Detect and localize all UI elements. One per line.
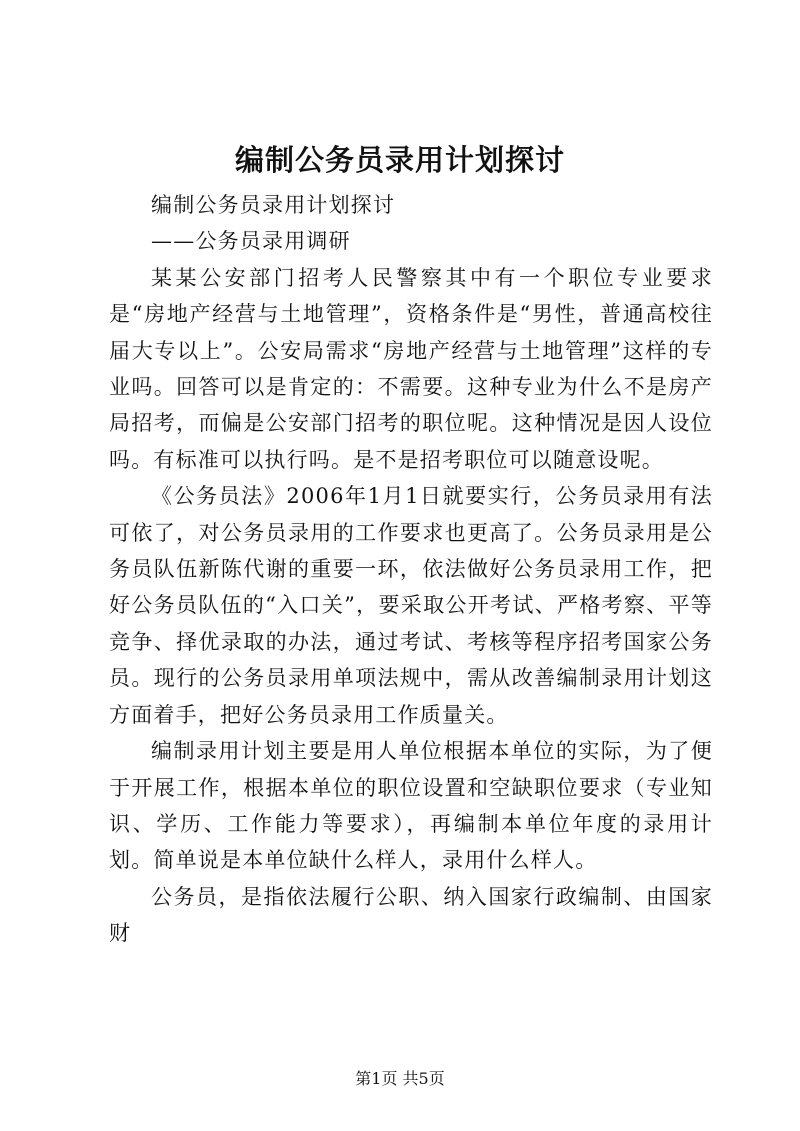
document-body: [109, 187, 713, 952]
body-paragraph: 《公务员法》2006年1月1日就要实行，公务员录用有法可依了，对公务员录用的工作要求也更高了。公务员录用是公务员队伍新陈代谢的重要一环，依法做好公务员录用工作，把好公务员队伍的“入口关”，要采取公开考试、严格考察、平等竞争、择优录取的办法，通过考试、考核等程序招考国家公务员。现行的公务员录用单项法规中，需从改善编制录用计划这方面着手，把好公务员录用工作质量关。: [109, 484, 713, 727]
body-paragraph: 某某公安部门招考人民警察其中有一个职位专业要求是“房地产经营与土地管理”，资格条件是“男性，普通高校往届大专以上”。公安局需求“房地产经营与土地管理”这样的专业吗。回答可以是肯定的：不需要。这种专业为什么不是房产局招考，而偏是公安部门招考的职位呢。这种情况是因人设位吗。有标准可以执行吗。是不是招考职位可以随意设呢。: [109, 265, 713, 472]
subheading-line: ——公务员录用调研: [151, 229, 351, 254]
page-footer: 第1页 共5页: [355, 1069, 445, 1088]
subtitle-line: 编制公务员录用计划探讨: [151, 193, 396, 217]
document-title: 编制公务员录用计划探讨: [234, 143, 565, 177]
body-paragraph: 公务员，是指依法履行公职、纳入国家行政编制、由国家财: [109, 884, 713, 946]
body-paragraph: 编制录用计划主要是用人单位根据本单位的实际，为了便于开展工作，根据本单位的职位设置和空缺职位要求（专业知识、学历、工作能力等要求），再编制本单位年度的录用计划。简单说是本单位缺什么样人，录用什么样人。: [109, 739, 713, 873]
